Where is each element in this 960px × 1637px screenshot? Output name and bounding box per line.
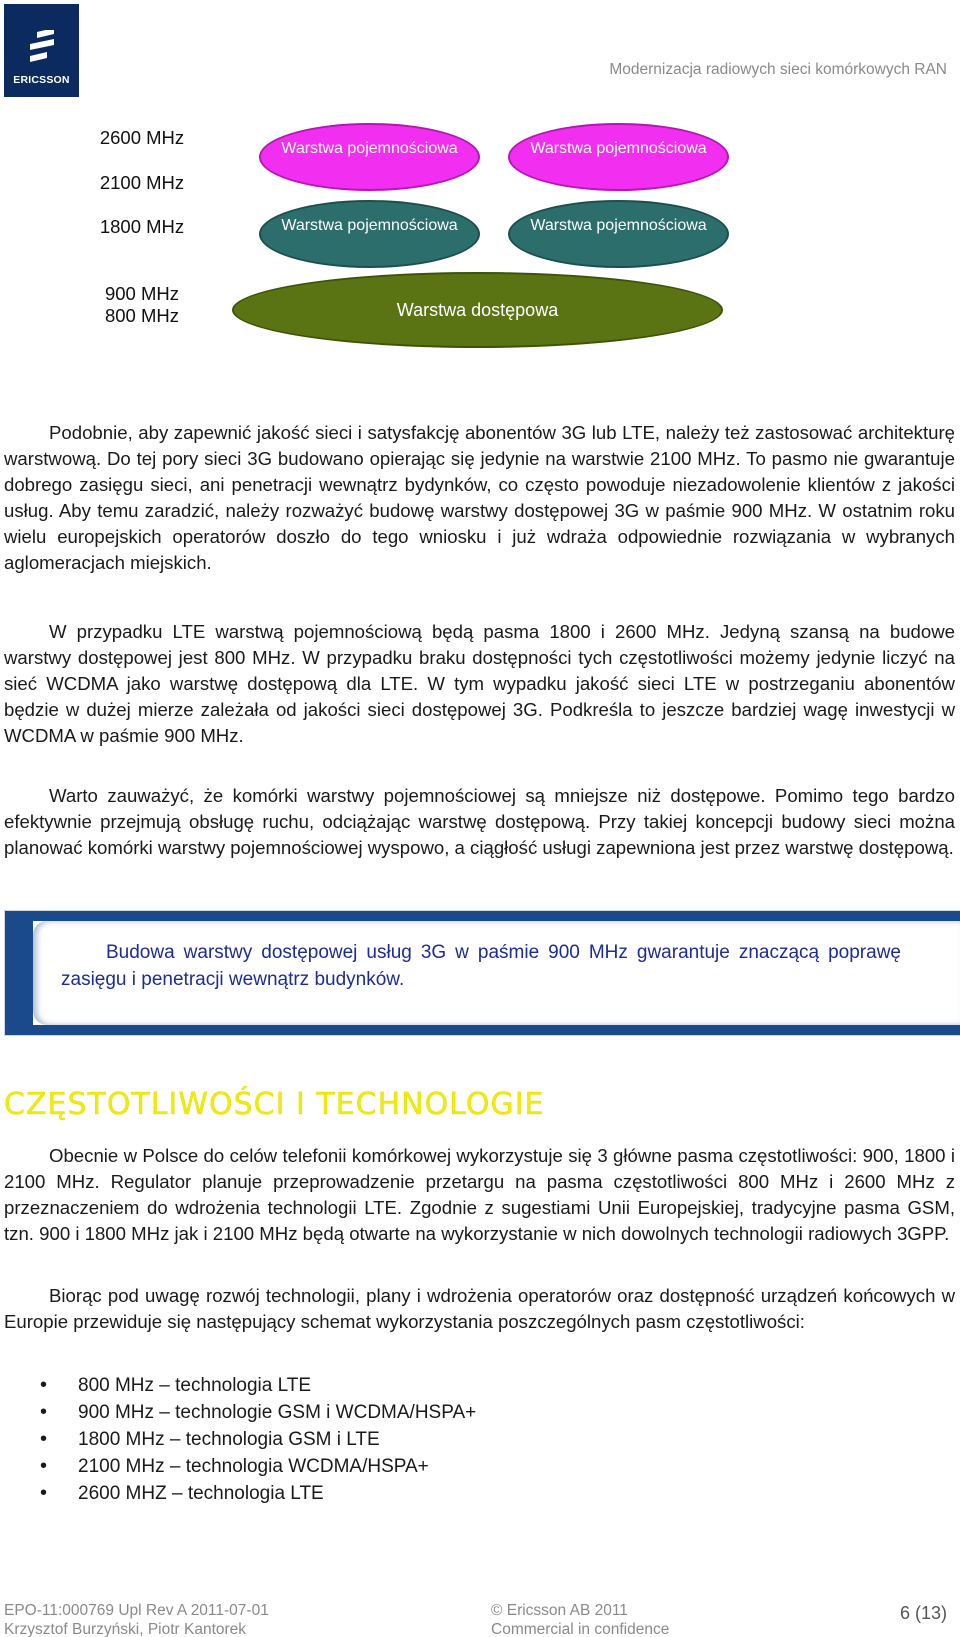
paragraph-text: Podobnie, aby zapewnić jakość sieci i satysfakcję abonentów 3G lub LTE, należy też zastosować architekturę warstwową. Do tej pory sieci 3G budowano opierając się jedynie na warstwie 2100 MHz. To pasmo nie gwarantuje dobrego zasięgu sieci, ani penetracji wewnątrz bydynków, co często powoduje niezadowolenie klientów z jakości usług. Aby temu zaradzić, należy rozważyć budowę warstwy dostępowej 3G w paśmie 900 MHz. W ostatnim roku wielu europejskich operatorów doszło do tego wniosku i już wdraża odpowiednie rozwiązania w wybranych aglomeracjach miejskich. [4,422,955,573]
freq-label-800: 800 MHz [104,305,180,326]
footer-confidentiality: Commercial in confidence [491,1621,670,1637]
band-usage-list [40,1372,476,1507]
capacity-layer-1800-left [259,200,480,268]
list-item: • 2100 MHz – technologia WCDMA/HSPA+ [40,1453,476,1480]
freq-label-2600: 2600 MHz [99,127,185,148]
capacity-layer-label: Warstwa pojemnościowa [530,217,707,234]
list-item: • 1800 MHz – technologia GSM i LTE [40,1426,476,1453]
logo-wordmark: ERICSSON [13,74,70,86]
section-heading: CZĘSTOTLIWOŚCI I TECHNOLOGIE [4,1087,545,1122]
callout-border-top [5,911,960,921]
body-paragraph-2 [4,619,955,749]
capacity-layer-label: Warstwa pojemnościowa [281,140,458,157]
footer-authors: Krzysztof Burzyński, Piotr Kantorek [4,1621,247,1637]
capacity-layer-label: Warstwa pojemnościowa [530,140,707,157]
callout-border-bottom [5,1025,960,1035]
layer-diagram [0,112,960,352]
capacity-layer-2600-right [508,123,729,191]
page-number: 6 (13) [899,1603,947,1623]
paragraph-text: Warto zauważyć, że komórki warstwy pojemnościowej są mniejsze niż dostępowe. Pomimo tego bardzo efektywnie przejmują obsługę ruchu, odciążając warstwę dostępową. Przy takiej koncepcji budowy sieci można planować komórki warstwy pojemnościowej wyspowo, a ciągłość usługi zapewniona jest przez warstwę dostępową. [4,785,955,858]
freq-label-900: 900 MHz [104,283,180,304]
paragraph-text: Obecnie w Polsce do celów telefonii komórkowej wykorzystuje się 3 główne pasma częstotliwości: 900, 1800 i 2100 MHz. Regulator planuje przeprowadzenie przetargu na pasma częstotliwości 800 MHz i 2600 MHz z przeznaczeniem do wdrożenia technologii LTE. Zgodnie z sugestiami Unii Europejskiej, tradycyjne pasma GSM, tzn. 900 i 1800 MHz jak i 2100 MHz będą otwarte na wykorzystanie w nich dowolnych technologii radiowych 3GPP. [4,1145,955,1244]
list-item: • 2600 MHZ – technologia LTE [40,1480,476,1507]
freq-label-1800: 1800 MHz [99,216,185,237]
section-paragraph-2 [4,1283,955,1335]
list-item: • 900 MHz – technologie GSM i WCDMA/HSPA+ [40,1399,476,1426]
ericsson-logo [4,4,79,97]
body-paragraph-1 [4,420,955,576]
capacity-layer-1800-right [508,200,729,268]
freq-label-2100: 2100 MHz [99,172,185,193]
footer-doc-id: EPO-11:000769 Upl Rev A 2011-07-01 [4,1602,269,1619]
access-layer-label: Warstwa dostępowa [396,300,559,320]
callout-box [4,910,960,1036]
footer-center [491,1601,669,1637]
callout-text: Budowa warstwy dostępowej usług 3G w paśmie 900 MHz gwarantuje znaczącą poprawę zasięgu i penetracji wewnątrz budynków. [61,942,901,990]
ericsson-mark-icon [27,30,57,66]
paragraph-text: W przypadku LTE warstwą pojemnościową będą pasma 1800 i 2600 MHz. Jedyną szansą na budowe warstwy dostępowej jest 800 MHz. W przypadku braku dostępności tych częstotliwości możemy jedynie liczyć na sieć WCDMA jako warstwę dostępową dla LTE. W tym wypadku jakość sieci LTE w postrzeganiu abonentów będzie w dużej mierze zależała od jakości sieci dostępowej 3G. Podkreśla to jeszcze bardziej wagę inwestycji w WCDMA w paśmie 900 MHz. [4,621,955,746]
body-paragraph-3 [4,783,955,861]
section-paragraph-1 [4,1143,955,1247]
callout-border-left [5,911,33,1035]
access-layer [232,272,723,348]
capacity-layer-label: Warstwa pojemnościowa [281,217,458,234]
footer-left [4,1601,269,1637]
footer-copyright: © Ericsson AB 2011 [491,1602,628,1619]
capacity-layer-2600-left [259,123,480,191]
header-title: Modernizacja radiowych sieci komórkowych RAN [609,61,947,78]
list-item: • 800 MHz – technologia LTE [40,1372,476,1399]
paragraph-text: Biorąc pod uwagę rozwój technologii, plany i wdrożenia operatorów oraz dostępność urządzeń końcowych w Europie przewiduje się następujący schemat wykorzystania poszczególnych pasm częstotliwości: [4,1285,955,1332]
